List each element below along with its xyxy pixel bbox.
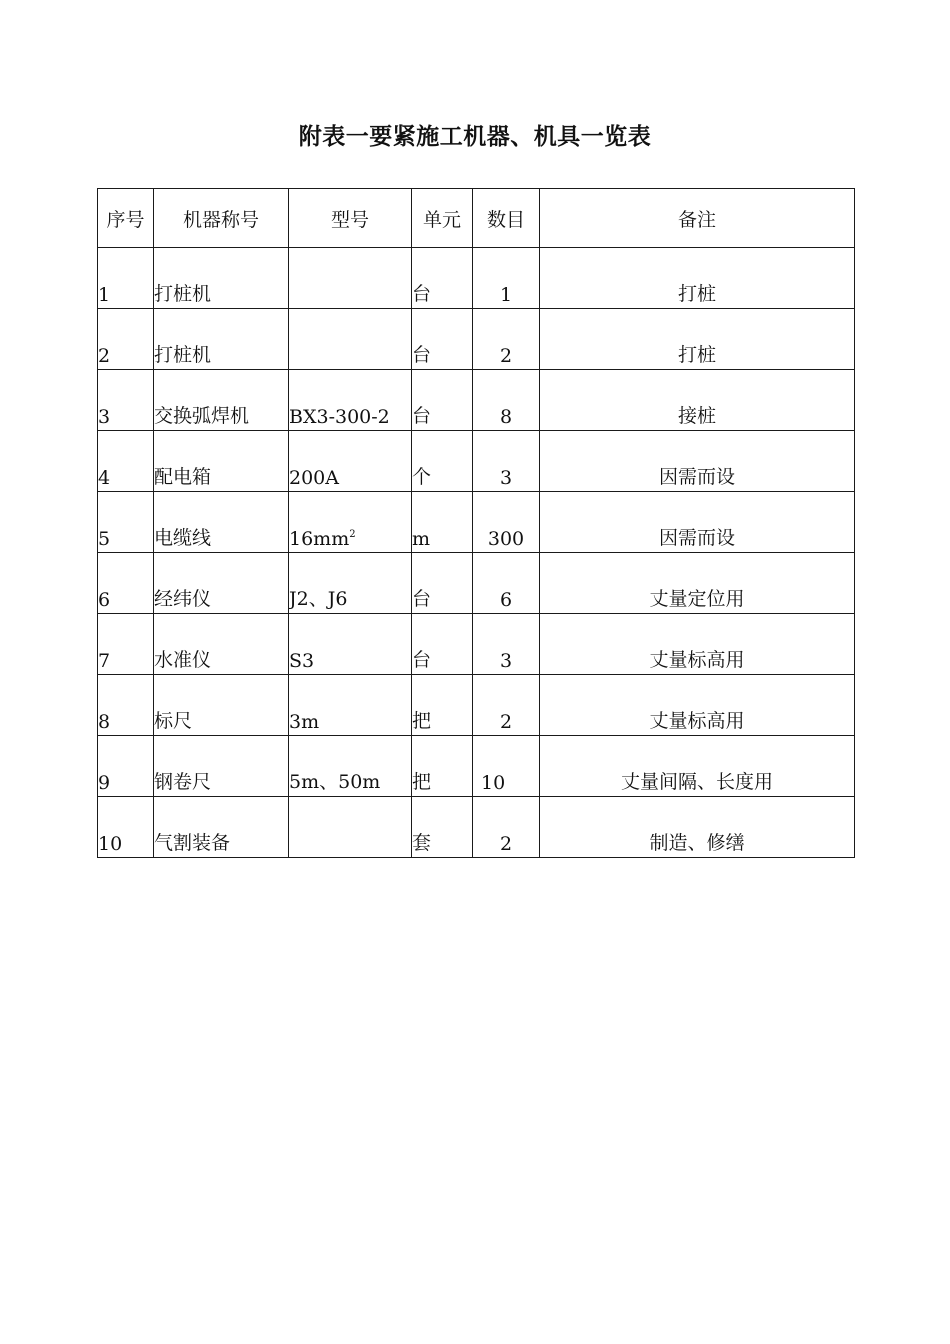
cell-serial: 3 bbox=[98, 370, 154, 431]
cell-machine-name: 交换弧焊机 bbox=[154, 370, 289, 431]
cell-serial: 9 bbox=[98, 736, 154, 797]
cell-remarks: 打桩 bbox=[540, 309, 855, 370]
page-title: 附表一要紧施工机器、机具一览表 bbox=[298, 124, 652, 150]
cell-quantity: 300 bbox=[473, 492, 540, 553]
cell-unit: 把 bbox=[412, 675, 473, 736]
superscript-exponent: 2 bbox=[349, 529, 356, 540]
cell-machine-name: 气割装备 bbox=[154, 797, 289, 858]
table-header-row bbox=[98, 189, 855, 248]
model-text: S3 bbox=[289, 650, 315, 672]
table-row bbox=[98, 614, 855, 675]
cell-remarks: 因需而设 bbox=[540, 431, 855, 492]
model-text: 5m、50m bbox=[289, 771, 381, 793]
cell-serial: 5 bbox=[98, 492, 154, 553]
cell-quantity: 10 bbox=[473, 736, 540, 797]
cell-remarks: 因需而设 bbox=[540, 492, 855, 553]
cell-unit: 台 bbox=[412, 248, 473, 309]
cell-remarks: 丈量定位用 bbox=[540, 553, 855, 614]
cell-model bbox=[289, 553, 412, 614]
cell-remarks: 丈量标高用 bbox=[540, 614, 855, 675]
cell-model bbox=[289, 309, 412, 370]
cell-quantity: 8 bbox=[473, 370, 540, 431]
header-model: 型号 bbox=[289, 189, 412, 248]
model-text: BX3-300-2 bbox=[289, 406, 390, 428]
table-row bbox=[98, 797, 855, 858]
cell-machine-name: 打桩机 bbox=[154, 248, 289, 309]
cell-serial: 4 bbox=[98, 431, 154, 492]
model-text: J2、J6 bbox=[289, 588, 348, 610]
cell-quantity: 2 bbox=[473, 675, 540, 736]
cell-remarks: 打桩 bbox=[540, 248, 855, 309]
cell-unit: 台 bbox=[412, 370, 473, 431]
table-row bbox=[98, 248, 855, 309]
cell-remarks: 丈量间隔、长度用 bbox=[540, 736, 855, 797]
cell-machine-name: 配电箱 bbox=[154, 431, 289, 492]
cell-quantity: 2 bbox=[473, 309, 540, 370]
cell-unit: 把 bbox=[412, 736, 473, 797]
cell-model bbox=[289, 675, 412, 736]
table-row bbox=[98, 492, 855, 553]
cell-serial: 6 bbox=[98, 553, 154, 614]
header-machine-name: 机器称号 bbox=[154, 189, 289, 248]
cell-unit: 套 bbox=[412, 797, 473, 858]
table-row bbox=[98, 553, 855, 614]
cell-machine-name: 经纬仪 bbox=[154, 553, 289, 614]
header-unit: 单元 bbox=[412, 189, 473, 248]
table-row bbox=[98, 309, 855, 370]
cell-quantity: 2 bbox=[473, 797, 540, 858]
cell-model bbox=[289, 492, 412, 553]
table-row bbox=[98, 675, 855, 736]
cell-unit: 台 bbox=[412, 614, 473, 675]
cell-remarks: 接桩 bbox=[540, 370, 855, 431]
cell-unit: 台 bbox=[412, 553, 473, 614]
cell-remarks: 丈量标高用 bbox=[540, 675, 855, 736]
cell-model bbox=[289, 736, 412, 797]
cell-unit: 个 bbox=[412, 431, 473, 492]
cell-quantity: 6 bbox=[473, 553, 540, 614]
cell-quantity: 3 bbox=[473, 431, 540, 492]
cell-machine-name: 打桩机 bbox=[154, 309, 289, 370]
cell-machine-name: 水准仪 bbox=[154, 614, 289, 675]
table-row bbox=[98, 431, 855, 492]
header-serial: 序号 bbox=[98, 189, 154, 248]
equipment-table bbox=[97, 188, 855, 858]
table-row bbox=[98, 736, 855, 797]
cell-unit: m bbox=[412, 492, 473, 553]
model-text: 16mm bbox=[289, 528, 350, 550]
cell-model bbox=[289, 370, 412, 431]
cell-machine-name: 钢卷尺 bbox=[154, 736, 289, 797]
cell-serial: 8 bbox=[98, 675, 154, 736]
cell-model bbox=[289, 431, 412, 492]
cell-quantity: 1 bbox=[473, 248, 540, 309]
cell-serial: 10 bbox=[98, 797, 154, 858]
cell-remarks: 制造、修缮 bbox=[540, 797, 855, 858]
model-text: 3m bbox=[289, 711, 320, 733]
cell-model bbox=[289, 797, 412, 858]
model-text: 200A bbox=[289, 467, 339, 489]
header-quantity: 数目 bbox=[473, 189, 540, 248]
cell-serial: 2 bbox=[98, 309, 154, 370]
cell-machine-name: 电缆线 bbox=[154, 492, 289, 553]
cell-machine-name: 标尺 bbox=[154, 675, 289, 736]
cell-quantity: 3 bbox=[473, 614, 540, 675]
header-remarks: 备注 bbox=[540, 189, 855, 248]
cell-unit: 台 bbox=[412, 309, 473, 370]
table-row bbox=[98, 370, 855, 431]
cell-serial: 1 bbox=[98, 248, 154, 309]
cell-model bbox=[289, 614, 412, 675]
cell-serial: 7 bbox=[98, 614, 154, 675]
cell-model bbox=[289, 248, 412, 309]
